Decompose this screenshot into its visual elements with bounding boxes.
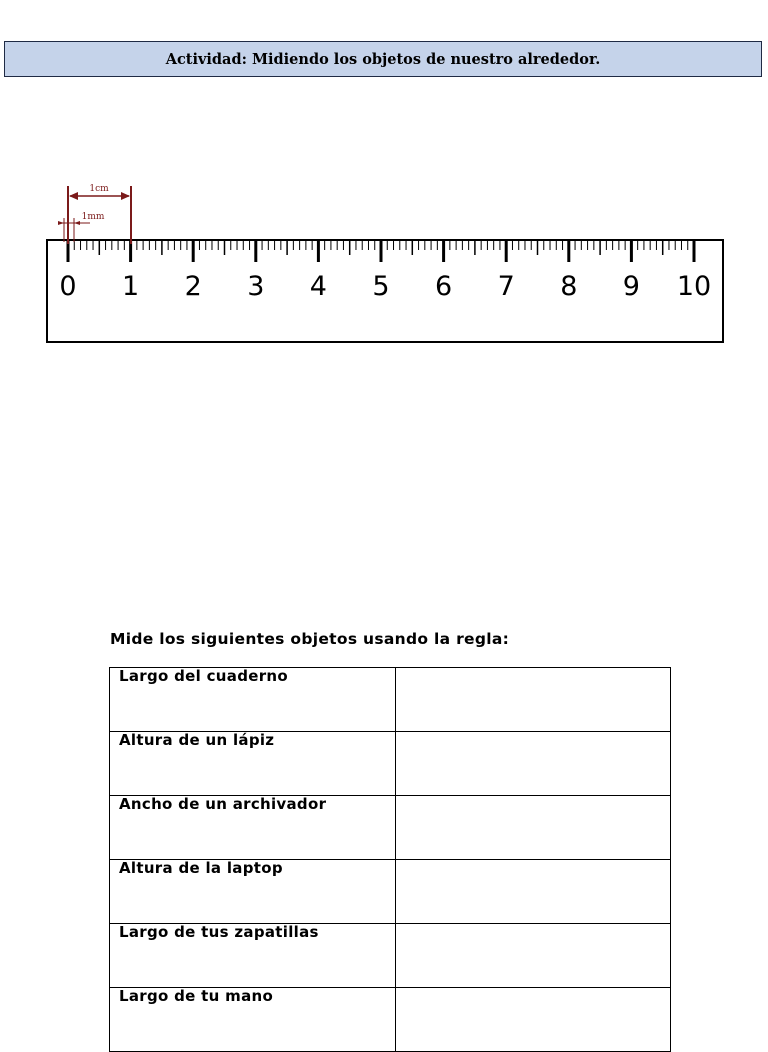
- cm-arrow-right-head: [121, 192, 130, 200]
- table-row: [110, 668, 671, 732]
- row-label: Altura de un lápiz: [110, 732, 396, 796]
- cm-mm-annotation: [58, 184, 131, 244]
- mm-label: 1mm: [81, 212, 105, 222]
- ruler-number-label: 7: [497, 271, 515, 302]
- cm-arrow-left-head: [69, 192, 78, 200]
- answer-cell[interactable]: [396, 988, 671, 1052]
- ruler-number-label: 10: [676, 271, 712, 302]
- table-row: [110, 796, 671, 860]
- ruler-number-label: 6: [435, 271, 453, 302]
- answer-cell[interactable]: [396, 796, 671, 860]
- activity-title-bar: [4, 41, 762, 77]
- mm-arrow-left-head: [58, 221, 64, 225]
- table-row: [110, 860, 671, 924]
- answer-cell[interactable]: [396, 668, 671, 732]
- cm-label: 1cm: [89, 184, 109, 194]
- ruler-number-label: 2: [184, 271, 202, 302]
- row-label: Largo de tus zapatillas: [110, 924, 396, 988]
- ruler-number-label: 5: [372, 271, 390, 302]
- ruler-illustration: [0, 180, 768, 350]
- row-label: Altura de la laptop: [110, 860, 396, 924]
- answer-cell[interactable]: [396, 860, 671, 924]
- table-row: [110, 988, 671, 1052]
- ruler-number-label: 1: [122, 271, 140, 302]
- answer-cell[interactable]: [396, 924, 671, 988]
- ruler-svg: [0, 180, 768, 350]
- activity-title: Actividad: Midiendo los objetos de nuestro alrededor.: [165, 50, 601, 68]
- worksheet-instruction: Mide los siguientes objetos usando la regla:: [110, 630, 510, 648]
- row-label: Ancho de un archivador: [110, 796, 396, 860]
- row-label: Largo del cuaderno: [110, 668, 396, 732]
- ruler-number-label: 8: [560, 271, 578, 302]
- measurement-table: [109, 667, 671, 1052]
- table-row: [110, 924, 671, 988]
- answer-cell[interactable]: [396, 732, 671, 796]
- mm-arrow-right-head: [74, 221, 80, 225]
- ruler-number-label: 4: [309, 271, 327, 302]
- ruler-number-label: 3: [247, 271, 265, 302]
- ruler-number-label: 0: [59, 271, 77, 302]
- table-row: [110, 732, 671, 796]
- row-label: Largo de tu mano: [110, 988, 396, 1052]
- ruler-number-label: 9: [622, 271, 640, 302]
